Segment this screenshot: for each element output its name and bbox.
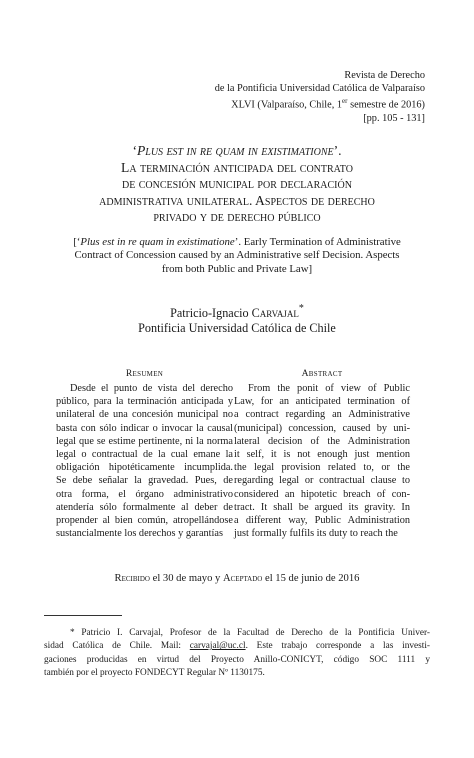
resumen-heading: Resumen bbox=[125, 368, 164, 379]
journal-publisher: de la Pontificia Universidad Católica de Valparaíso bbox=[214, 83, 425, 95]
author-name: Patricio-Ignacio Carvajal* bbox=[170, 303, 304, 321]
english-title bbox=[48, 236, 426, 276]
abstract-line: Law, for an anticipated termination of bbox=[234, 396, 410, 408]
author-email-link[interactable]: carvajal@uc.cl bbox=[189, 641, 246, 652]
footnote-rule bbox=[44, 615, 122, 616]
author-footnote bbox=[44, 627, 430, 681]
resumen-line: propender al bien común, atropellándose bbox=[56, 515, 233, 527]
abstract-line: considered an hipotetic breach of con- bbox=[234, 488, 410, 500]
title-line-3: de concesión municipal por declaración bbox=[122, 176, 352, 192]
resumen-line: unilateral de una concesión municipal no bbox=[56, 409, 233, 421]
abstract-line: just formally fulfils its duty to reach the bbox=[234, 528, 398, 540]
abstract-heading: Abstract bbox=[301, 368, 343, 379]
journal-name: Revista de Derecho bbox=[344, 70, 425, 81]
footnote-line-2: sidad Católica de Chile. Mail: carvajal@uc.cl. Este trabajo corresponde a las investi- bbox=[44, 641, 431, 652]
journal-volume: XLVI (Valparaíso, Chile, 1er semestre de 2016) bbox=[231, 97, 425, 111]
resumen-line: otra forma, el órgano administrativo bbox=[56, 488, 233, 500]
english-title-line-1: [‘Plus est in re quam in existimatione’. Early Termination of Administrative bbox=[73, 236, 401, 248]
abstract-line: tract. It shall be argued its gravity. In bbox=[234, 501, 410, 513]
resumen-line: atendería sólo formalmente al deber de bbox=[56, 501, 233, 513]
title-line-4: administrativa unilateral. Aspectos de derecho bbox=[99, 192, 375, 208]
journal-pages: [pp. 105 - 131] bbox=[363, 113, 425, 125]
received-date: el 30 de mayo y bbox=[152, 573, 221, 584]
resumen-line: obligación hipotéticamente incumplida. bbox=[56, 462, 233, 474]
abstract-line: lateral decision of the Administration bbox=[234, 435, 410, 447]
footnote-line-4: también por el proyecto FONDECYT Regular Nº 1130175. bbox=[44, 668, 265, 679]
article-title bbox=[44, 143, 430, 226]
resumen-line: Se debe señalar la gravedad. Pues, de bbox=[56, 475, 233, 487]
dates-line bbox=[44, 573, 430, 584]
resumen-line: público, para la terminación anticipada y bbox=[56, 396, 233, 408]
resumen-line: basta con sólo indicar o invocar la causal bbox=[56, 422, 233, 434]
abstract-line: regarding legal or contractual clause to bbox=[234, 475, 410, 487]
title-line-2: La terminación anticipada del contrato bbox=[121, 159, 353, 175]
accepted-date: el 15 de junio de 2016 bbox=[265, 573, 360, 584]
journal-header bbox=[185, 69, 425, 125]
footnote-line-3: gaciones producidas en virtud del Proyecto Anillo-CONICYT, código SOC 1111 y bbox=[44, 654, 430, 665]
abstract-line: it self, it is not enough just mention bbox=[234, 449, 410, 461]
abstract-text bbox=[234, 382, 410, 540]
resumen-text bbox=[56, 382, 233, 540]
author-block bbox=[60, 302, 414, 336]
abstract-line: the legal provision related to, or the bbox=[234, 462, 410, 474]
resumen-line: sustancialmente los derechos y garantías bbox=[56, 528, 223, 540]
abstract-line: (municipal) concession, caused by uni- bbox=[234, 422, 410, 434]
author-affiliation: Pontificia Universidad Católica de Chile bbox=[138, 321, 336, 336]
english-title-line-2: Contract of Concession caused by an Administrative self Decision. Aspects bbox=[74, 249, 400, 262]
abstract-line: a contract regarding an Administrative bbox=[234, 409, 410, 421]
abstract-line: a different way, Public Administration bbox=[234, 515, 410, 527]
resumen-line: Desde el punto de vista del derecho bbox=[70, 383, 233, 394]
received-label: Recibido bbox=[114, 573, 150, 584]
abstract-line: From the ponit of view of Public bbox=[248, 383, 410, 394]
footnote-line-1: * Patricio I. Carvajal, Profesor de la Facultad de Derecho de la Pontificia Univer- bbox=[70, 628, 430, 638]
accepted-label: Aceptado bbox=[222, 573, 263, 584]
resumen-line: legal o contractual de la cual emane la bbox=[56, 449, 233, 461]
author-footnote-mark: * bbox=[298, 303, 304, 314]
title-line-1: ‘Plus est in re quam in existimatione’. bbox=[132, 143, 342, 158]
resumen-line: legal que se estime pertinente, ni la norma bbox=[56, 435, 233, 447]
title-line-5: privado y de derecho público bbox=[153, 209, 321, 225]
english-title-line-3: from both Public and Private Law] bbox=[161, 262, 313, 275]
